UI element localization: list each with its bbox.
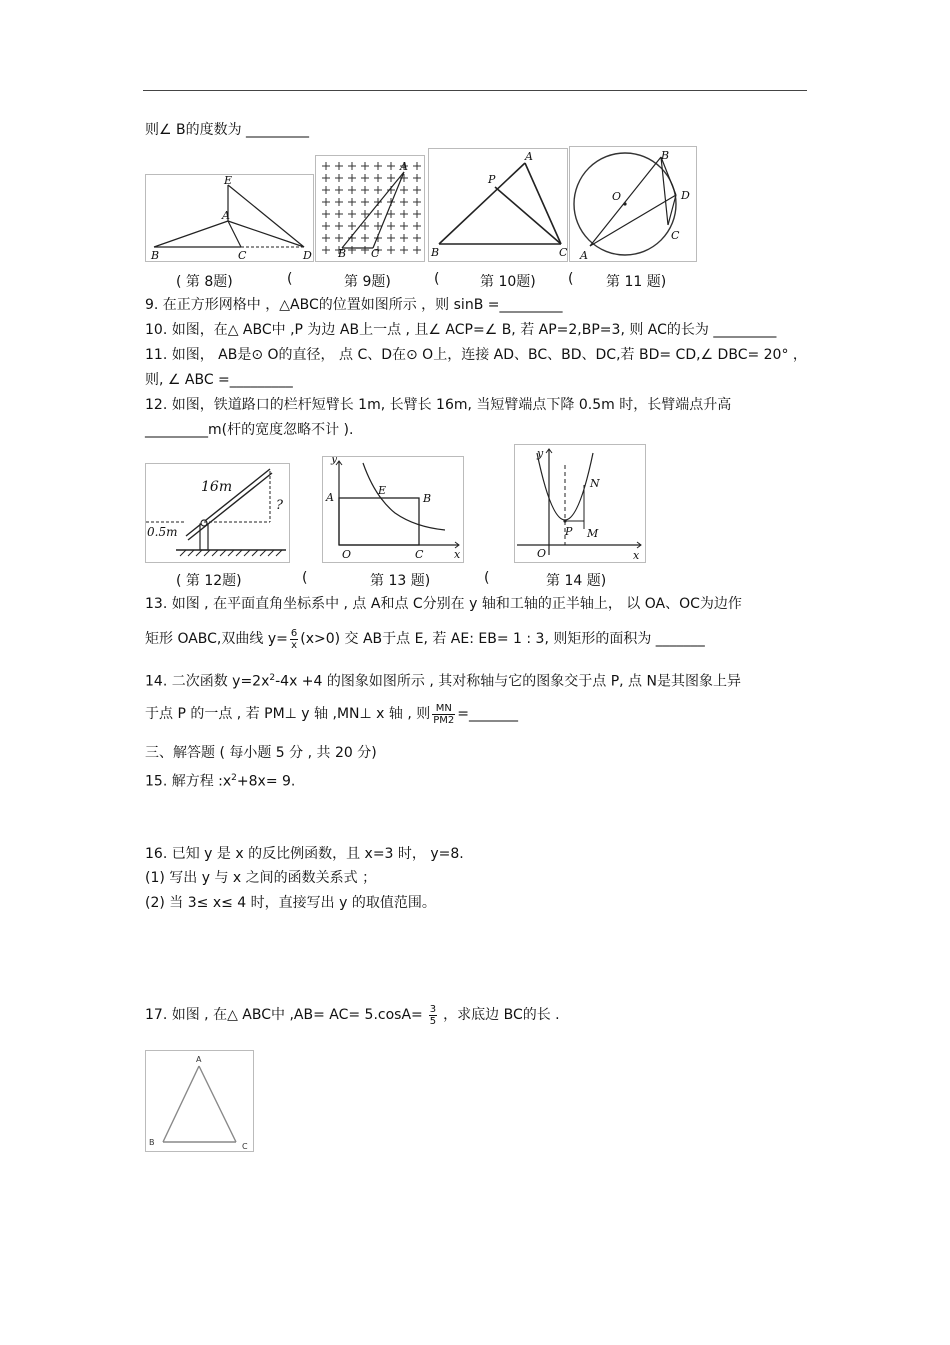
- caption-fig12: ( 第 12题): [176, 573, 242, 589]
- fig12-label-half: 0.5m: [147, 525, 178, 539]
- question-15: [145, 769, 295, 791]
- question-11-line1: 11. 如图， AB是⊙ O的直径， 点 C、D在⊙ O上，连接 AD、BC、BD、DC,若 BD= CD,∠ DBC= 20° ，: [145, 347, 807, 363]
- fig11-label-c: C: [671, 229, 680, 242]
- fig17-label-b: B: [149, 1138, 155, 1147]
- fig17-label-c: C: [242, 1142, 248, 1151]
- fig11-label-d: D: [681, 189, 690, 202]
- q13-fraction: [290, 628, 298, 651]
- question-14-line2: [145, 701, 518, 727]
- fig8-label-c: C: [238, 249, 247, 261]
- q14-text-d: =_______: [457, 706, 518, 722]
- header-rule: [143, 90, 807, 91]
- fig8-label-e: E: [224, 175, 233, 187]
- fig13-label-b: B: [423, 492, 432, 505]
- fig11-label-o: O: [612, 190, 622, 203]
- fig13-label-e: E: [378, 484, 387, 497]
- fig10-label-a: A: [525, 150, 533, 163]
- q15-superscript: 2: [231, 773, 237, 783]
- figure-11: [569, 146, 697, 262]
- figure-10: [428, 148, 568, 262]
- caption-fig14: 第 14 题): [546, 573, 607, 589]
- caption-paren-14: (: [484, 570, 490, 586]
- q15-text-b: +8x= 9.: [236, 773, 296, 790]
- section-3-heading: 三、解答题 ( 每小题 5 分 , 共 20 分): [145, 745, 377, 761]
- q14-text-b: -4x +4 的图象如图所示 , 其对称轴与它的图象交于点 P, 点 N是其图象上异: [275, 673, 741, 690]
- q17-text-a: 17. 如图 , 在△ ABC中 ,AB= AC= 5.cosA=: [145, 1007, 423, 1023]
- caption-fig10: 第 10题): [480, 274, 536, 290]
- figure-row2-captions: [0, 570, 950, 588]
- q14-fraction: [432, 703, 455, 726]
- q14-frac-num: MN: [432, 703, 455, 715]
- q17-frac-num: 3: [429, 1003, 437, 1015]
- q17-frac-den: 5: [429, 1015, 437, 1027]
- fig12-label-16m: 16m: [201, 479, 233, 495]
- q14-superscript: 2: [269, 673, 276, 683]
- fig17-label-a: A: [196, 1055, 202, 1064]
- question-12-line1: 12. 如图，铁道路口的栏杆短臂长 1m, 长臂长 16m, 当短臂端点下降 0.5m 时，长臂端点升高: [145, 397, 732, 413]
- fig13-label-y: y: [331, 457, 338, 465]
- caption-paren-13: (: [302, 570, 308, 586]
- fig8-label-a: A: [222, 209, 230, 222]
- q14-text-a: 14. 二次函数 y=2x: [145, 673, 270, 690]
- fig13-label-o: O: [342, 548, 352, 561]
- fig14-label-m: M: [587, 527, 599, 540]
- fig8-label-b: B: [151, 249, 160, 261]
- question-10: 10. 如图，在△ ABC中 ,P 为边 AB上一点 , 且∠ ACP=∠ B, 若 AP=2,BP=3, 则 AC的长为 _________: [145, 322, 777, 338]
- caption-paren-9: (: [287, 271, 293, 287]
- q13-frac-num: 6: [290, 627, 298, 639]
- question-13-line2: [145, 627, 705, 651]
- q17-text-b: ，求底边 BC的长 .: [443, 1007, 560, 1023]
- caption-paren-11: (: [568, 271, 574, 287]
- question-16-line3: (2) 当 3≤ x≤ 4 时，直接写出 y 的取值范围。: [145, 895, 436, 911]
- question-9: 9. 在正方形网格中 ，△ABC的位置如图所示 ，则 sinB =_________: [145, 297, 563, 313]
- question-12-line2: _________m(杆的宽度忽略不计 ).: [145, 422, 354, 438]
- fig12-label-question: ?: [276, 498, 283, 513]
- fig9-label-b: B: [338, 247, 347, 260]
- figure-8: [145, 174, 314, 262]
- caption-fig8: ( 第 8题): [176, 274, 233, 290]
- figure-17: [145, 1050, 254, 1152]
- q8-tail: 则∠ B的度数为 _________: [145, 122, 310, 138]
- figure-14: [514, 444, 646, 563]
- fig8-label-d: D: [303, 249, 312, 261]
- q15-text-a: 15. 解方程 :x: [145, 773, 232, 790]
- fig13-label-a: A: [326, 491, 334, 504]
- question-17: [145, 1002, 560, 1028]
- fig14-label-o: O: [537, 547, 547, 560]
- q17-fraction: [429, 1004, 437, 1027]
- figure-13: [322, 456, 464, 563]
- fig10-label-p: P: [488, 173, 496, 186]
- question-11-line2: 则, ∠ ABC =_________: [145, 372, 293, 388]
- fig9-label-c: C: [371, 247, 380, 260]
- fig14-label-x: x: [633, 549, 640, 562]
- figure-9: [315, 155, 425, 262]
- fig14-label-n: N: [590, 477, 600, 490]
- fig10-label-b: B: [431, 246, 440, 259]
- fig13-label-c: C: [415, 548, 424, 561]
- question-14-line1: [145, 669, 741, 691]
- fig14-label-p: P: [565, 525, 573, 538]
- q13-frac-den: x: [291, 639, 297, 651]
- caption-fig13: 第 13 题): [370, 573, 431, 589]
- figure-row1-captions: [0, 271, 950, 289]
- q13-text-a: 矩形 OABC,双曲线 y=: [145, 631, 288, 647]
- q14-frac-den: PM2: [433, 714, 455, 726]
- fig9-label-a: A: [400, 160, 408, 173]
- question-16-line1: 16. 已知 y 是 x 的反比例函数，且 x=3 时， y=8.: [145, 846, 464, 862]
- q14-text-c: 于点 P 的一点 , 若 PM⊥ y 轴 ,MN⊥ x 轴 , 则: [145, 706, 431, 722]
- fig13-label-x: x: [454, 548, 461, 561]
- fig10-label-c: C: [559, 246, 567, 259]
- caption-fig11: 第 11 题): [606, 274, 667, 290]
- fig11-label-a: A: [580, 249, 588, 261]
- q13-text-b: (x>0) 交 AB于点 E, 若 AE: EB= 1 : 3, 则矩形的面积为 _______: [300, 631, 705, 647]
- question-16-line2: (1) 写出 y 与 x 之间的函数关系式 ；: [145, 870, 377, 886]
- figure-12: [145, 463, 290, 563]
- fig11-label-b: B: [661, 149, 670, 162]
- caption-fig9: 第 9题): [344, 274, 391, 290]
- caption-paren-10: (: [434, 271, 440, 287]
- fig14-label-y: y: [537, 447, 544, 460]
- question-13-line1: 13. 如图 , 在平面直角坐标系中 , 点 A和点 C分别在 y 轴和工轴的正半轴上， 以 OA、OC为边作: [145, 596, 742, 612]
